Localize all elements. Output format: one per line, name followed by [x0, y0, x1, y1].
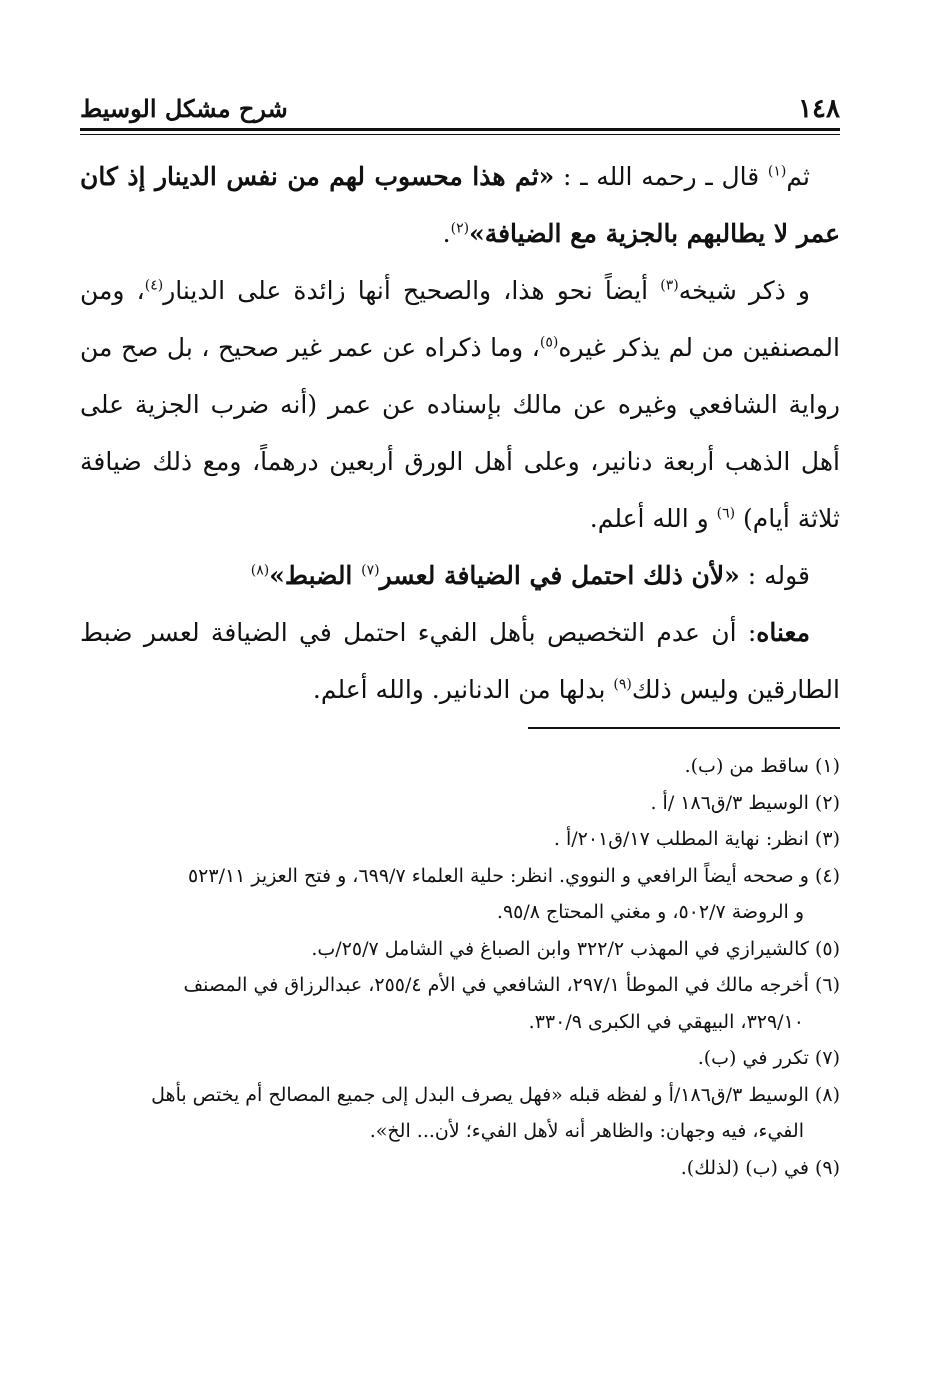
paragraph-3	[80, 547, 840, 604]
p2-text-c: ، ومن المصنفين من لم يذكر غيره	[80, 276, 840, 362]
footnote-2: (٢) الوسيط ٣/ق١٨٦ /أ .	[650, 791, 840, 814]
p3-quote-b: الضبط»	[269, 561, 362, 590]
page-header	[80, 92, 840, 126]
p4-text-a: : أن عدم التخصيص بأهل الفيء احتمل في الضيافة لعسر ضبط الطارقين وليس ذلك	[80, 618, 840, 704]
footnote-ref-6: (٦)	[716, 505, 736, 522]
p1-text-a: ثم	[786, 162, 810, 191]
footnote-ref-8: (٨)	[250, 562, 270, 579]
p2-text-a: و ذكر شيخه	[678, 276, 810, 305]
p2-text-d: ، وما ذكراه عن عمر غير صحيح ، بل صح من رواية الشافعي وغيره عن مالك بإسناده عن عمر (أنه ضرب الجزية على أهل الذهب أربعة دنانير، وعلى أهل الورق أربعين درهماً، ومع ذلك ضيافة ثلاثة أيام)	[80, 333, 840, 533]
p1-text-b: قال ـ رحمه الله ـ :	[554, 162, 768, 191]
p2-text-b: أيضاً نحو هذا، والصحيح أنها زائدة على الدينار	[163, 276, 661, 305]
header-rule-thick	[80, 128, 840, 131]
p1-end: .	[442, 219, 451, 248]
main-text	[80, 148, 840, 718]
footnote-ref-2: (٢)	[450, 220, 470, 237]
footnote-3: (٣) انظر: نهاية المطلب ١٧/ق٢٠١/أ .	[553, 828, 840, 850]
footnote-6-cont: ٣٢٩/١٠، البيهقي في الكبرى ٣٣٠/٩.	[528, 1010, 804, 1033]
footnote-4: (٤) و صححه أيضاً الرافعي و النووي. انظر: حلية العلماء ٦٩٩/٧، و فتح العزيز ٥٢٣/١١	[187, 864, 840, 887]
page-number: ١٤٨	[798, 94, 840, 124]
paragraph-4	[80, 604, 840, 718]
p3-quote-a: «لأن ذلك احتمل في الضيافة لعسر	[379, 561, 740, 590]
footnote-5: (٥) كالشيرازي في المهذب ٣٢٢/٢ وابن الصباغ في الشامل ٢٥/٧/ب.	[311, 937, 840, 960]
p4-text-b: بدلها من الدنانير. والله أعلم.	[312, 675, 614, 704]
running-title: شرح مشكل الوسيط	[80, 94, 288, 123]
footnotes	[80, 748, 840, 1186]
paragraph-1	[80, 148, 840, 262]
footnote-8: (٨) الوسيط ٣/ق١٨٦/أ و لفظه قبله «فهل يصرف البدل إلى جميع المصالح أم يختص بأهل	[151, 1083, 840, 1106]
footnote-9: (٩) في (ب) (لذلك).	[680, 1156, 840, 1179]
footnote-6: (٦) أخرجه مالك في الموطأ ٢٩٧/١، الشافعي في الأم ٢٥٥/٤، عبدالرزاق في المصنف	[183, 974, 840, 996]
paragraph-2	[80, 262, 840, 547]
footnote-4-cont: و الروضة ٥٠٢/٧، و مغني المحتاج ٩٥/٨.	[496, 901, 804, 923]
footnote-8-cont: الفيء، فيه وجهان: والظاهر أنه لأهل الفيء؛ لأن... الخ».	[369, 1120, 804, 1142]
footnote-7: (٧) تكرر في (ب).	[697, 1047, 840, 1069]
footnote-ref-7: (٧)	[361, 562, 380, 579]
footnote-separator	[528, 727, 840, 729]
footnote-ref-9: (٩)	[613, 676, 632, 693]
footnote-1: (١) ساقط من (ب).	[684, 755, 840, 777]
footnote-ref-1: (١)	[767, 163, 787, 180]
footnote-ref-4: (٤)	[144, 277, 164, 294]
p4-keyword: معناه	[756, 618, 810, 647]
p1-quote: «ثم هذا محسوب لهم من نفس الدينار إذ كان عمر لا يطالبهم بالجزية مع الضيافة»	[80, 162, 840, 248]
p2-text-e: و الله أعلم.	[589, 504, 717, 533]
p3-text-a: قوله :	[739, 561, 810, 590]
footnote-ref-3: (٣)	[660, 277, 679, 294]
footnote-ref-5: (٥)	[539, 334, 559, 351]
header-rule-thin	[80, 134, 840, 135]
